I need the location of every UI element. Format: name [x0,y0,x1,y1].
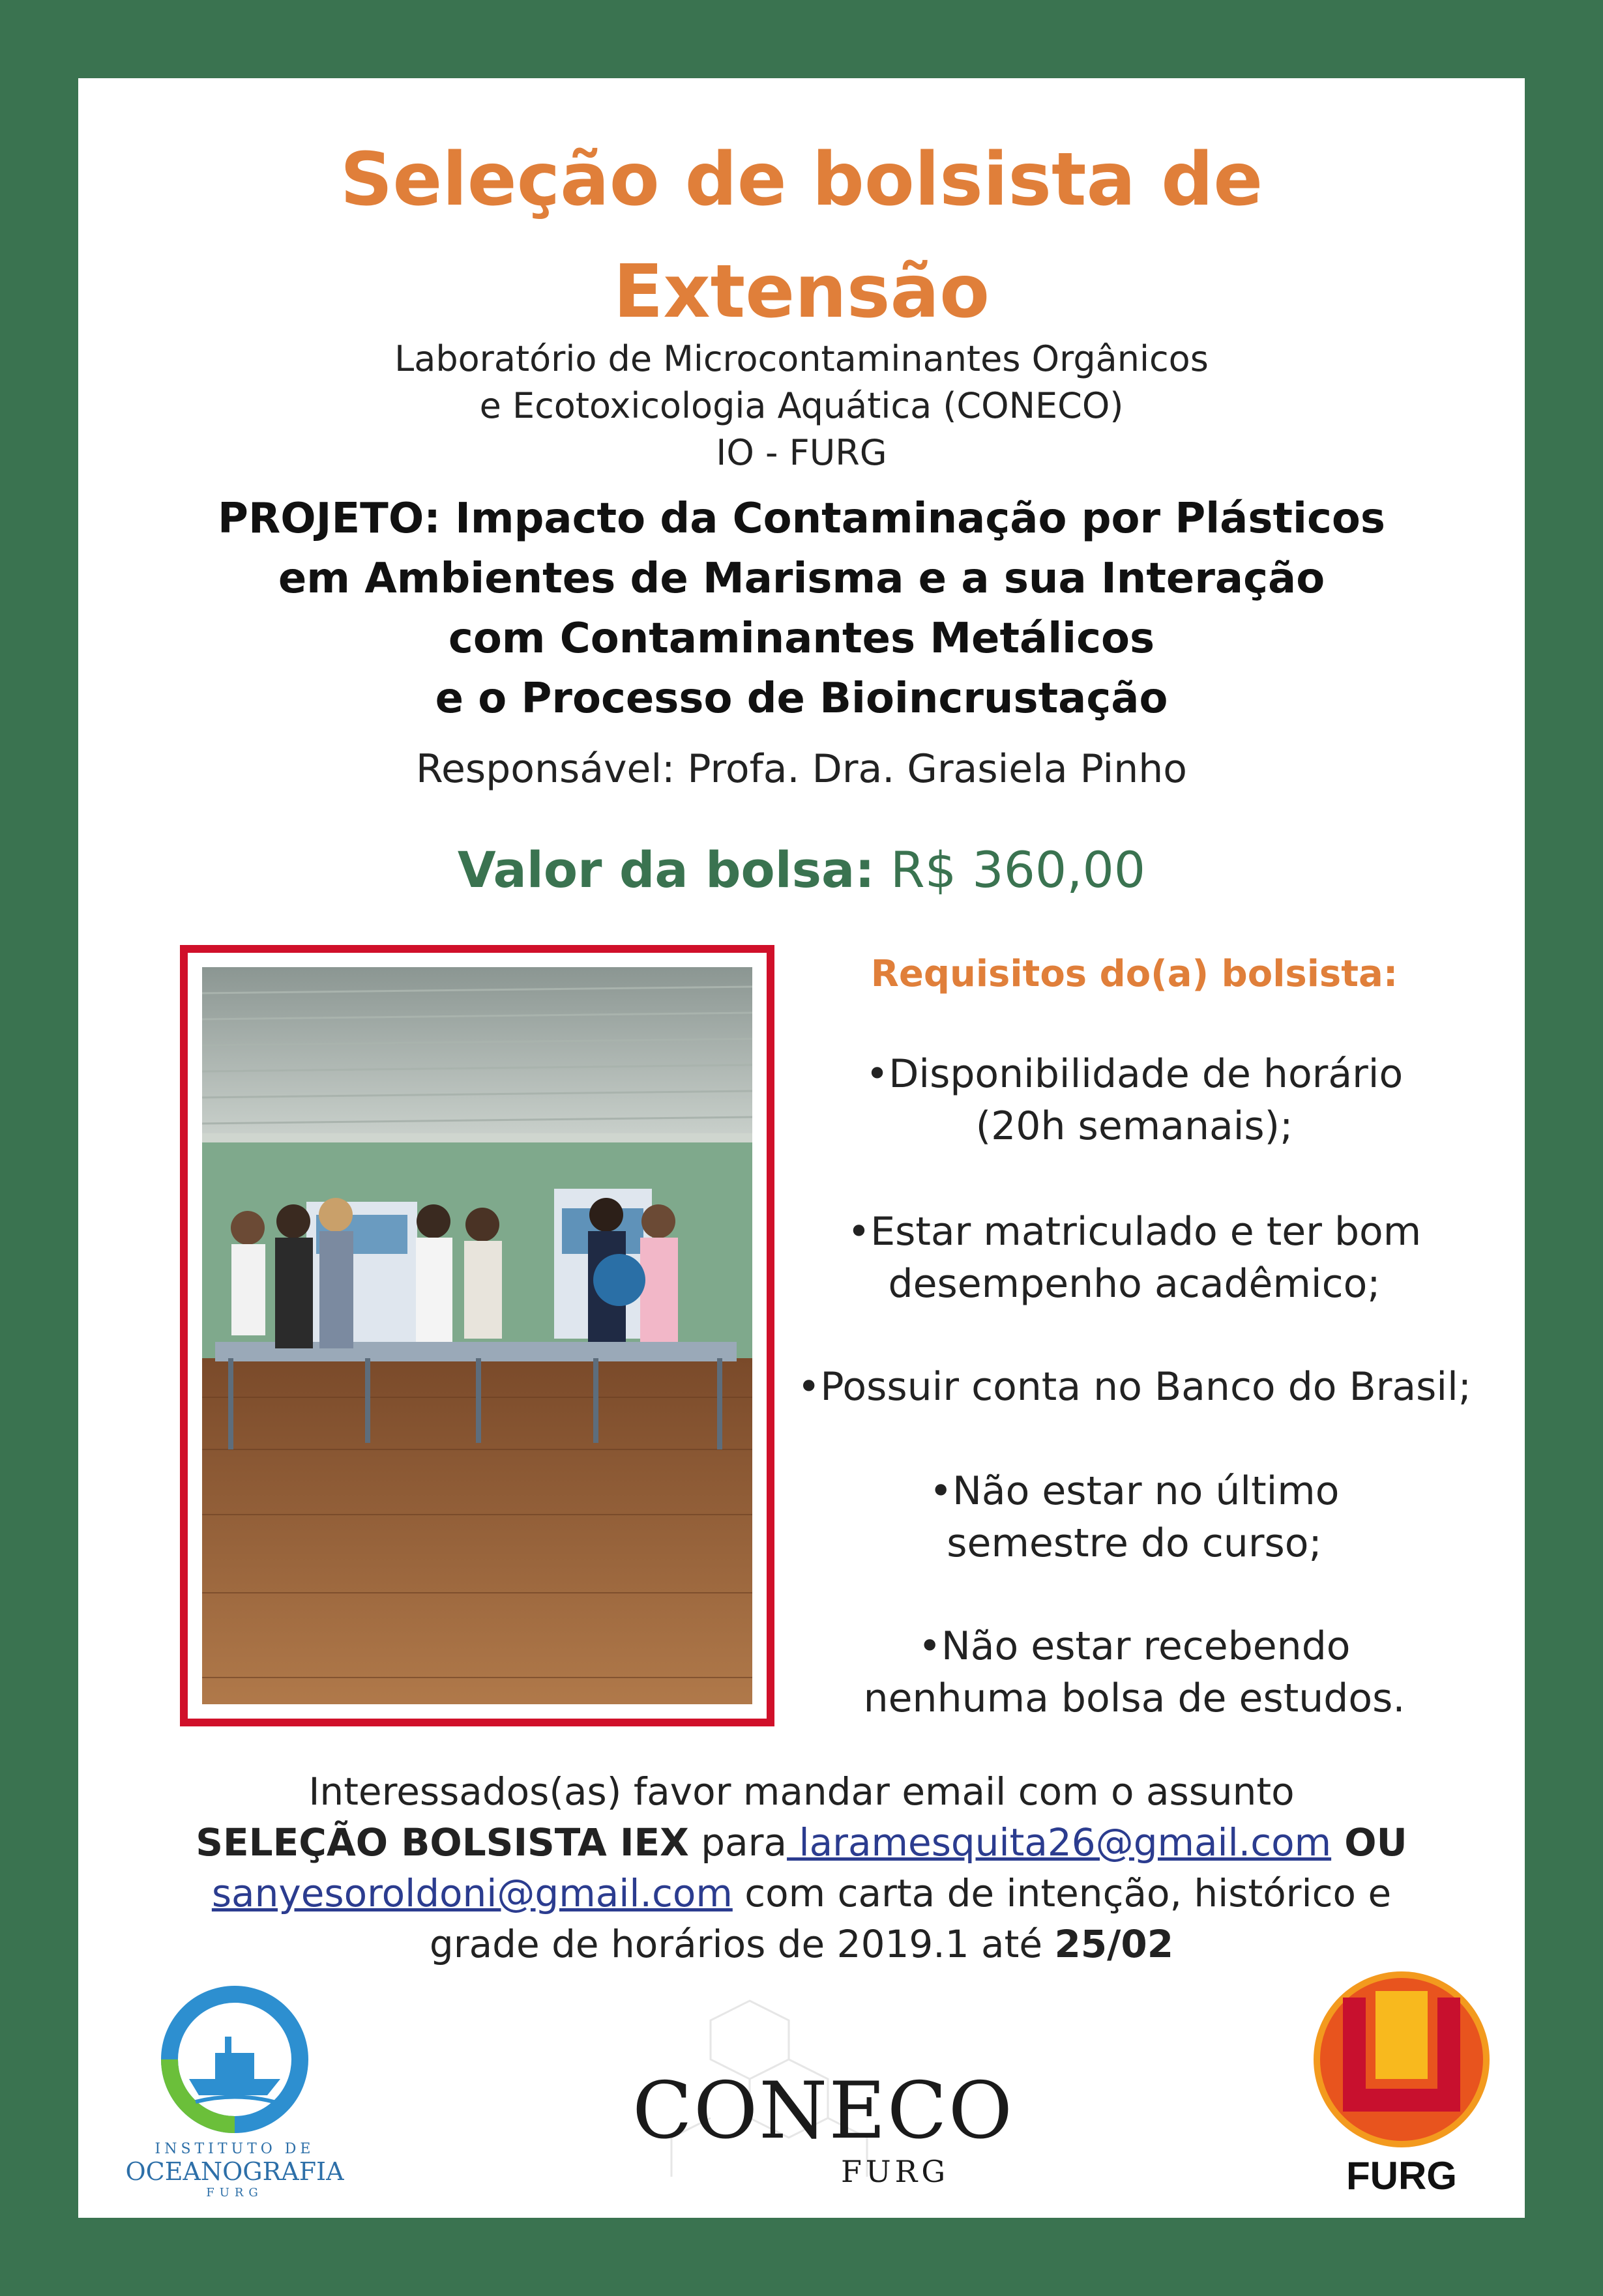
scholarship-value [78,837,1525,903]
value-label: Valor da bolsa: [457,841,875,899]
requirements-title: Requisitos do(a) bolsista: [870,953,1398,995]
team-photo [202,967,752,1704]
or-text: OU [1331,1820,1407,1865]
project-line-2: em Ambientes de Marisma e a sua Interação [278,555,1325,603]
requirement-line: •Possuir conta no Banco do Brasil; [797,1364,1471,1410]
responsible: Responsável: Profa. Dra. Grasiela Pinho [416,746,1187,792]
poster-title [78,124,1525,348]
requirement-line: semestre do curso; [947,1520,1322,1566]
io-line-2: OCEANOGRAFIA [125,2157,344,2186]
coneco-logo [554,1988,1050,2196]
requirement-item [743,1048,1525,1152]
value-amount: R$ 360,00 [890,841,1146,899]
requirement-line: nenhuma bolsa de estudos. [863,1676,1405,1721]
furg-logo [1304,1971,1499,2198]
requirement-item [743,1361,1525,1413]
requirement-line: •Não estar recebendo [918,1623,1351,1669]
oceanografia-emblem-icon [117,1981,352,2138]
project-title [78,489,1525,729]
contact-line-3 [78,1868,1525,1919]
lab-line-3: IO - FURG [716,432,887,473]
project-line-4: e o Processo de Bioincrustação [435,675,1168,723]
io-line-1: INSTITUTO DE [154,2141,315,2157]
requirement-line: •Disponibilidade de horário [865,1051,1404,1097]
poster [78,78,1525,2218]
para-text: para [688,1820,787,1865]
contact-line-3-rest: com carta de intenção, histórico e [732,1871,1392,1915]
coneco-name: CONECO [632,2066,1014,2157]
requirement-item [743,1465,1525,1569]
furg-emblem-icon [1304,1971,1499,2147]
contact-info [78,1766,1525,1969]
requirement-line: •Estar matriculado e ter bom [847,1209,1422,1255]
oceanografia-logo [117,1981,352,2200]
project-line-1: PROJETO: Impacto da Contaminação por Plásticos [218,495,1385,543]
requirement-item [743,1620,1525,1724]
title-line-2: Extensão [613,250,990,334]
requirement-line: •Não estar no último [929,1468,1340,1514]
project-line-3: com Contaminantes Metálicos [448,615,1155,663]
team-photo-image [202,967,752,1704]
requirement-line: desempenho acadêmico; [888,1261,1381,1307]
lab-name [78,336,1525,476]
coneco-sub: FURG [841,2154,950,2189]
team-photo-frame [180,945,774,1726]
furg-name: FURG [1346,2154,1457,2198]
requirement-line: (20h semanais); [975,1103,1293,1149]
lab-line-1: Laboratório de Microcontaminantes Orgânicos [394,338,1209,379]
title-line-1: Seleção de bolsista de [340,138,1263,222]
deadline-text: grade de horários de 2019.1 até [429,1922,1055,1966]
requirement-item [743,1206,1525,1310]
deadline-date: 25/02 [1054,1922,1174,1966]
lab-line-2: e Ecotoxicologia Aquática (CONECO) [479,385,1124,426]
io-line-3: FURG [206,2186,263,2200]
email-link-2[interactable]: sanyesoroldoni@gmail.com [211,1871,733,1915]
email-subject: SELEÇÃO BOLSISTA IEX [196,1820,689,1865]
contact-line-2 [78,1817,1525,1868]
email-link-1[interactable]: laramesquita26@gmail.com [787,1820,1332,1865]
contact-line-1: Interessados(as) favor mandar email com o assunto [308,1769,1295,1814]
contact-line-4 [78,1919,1525,1969]
